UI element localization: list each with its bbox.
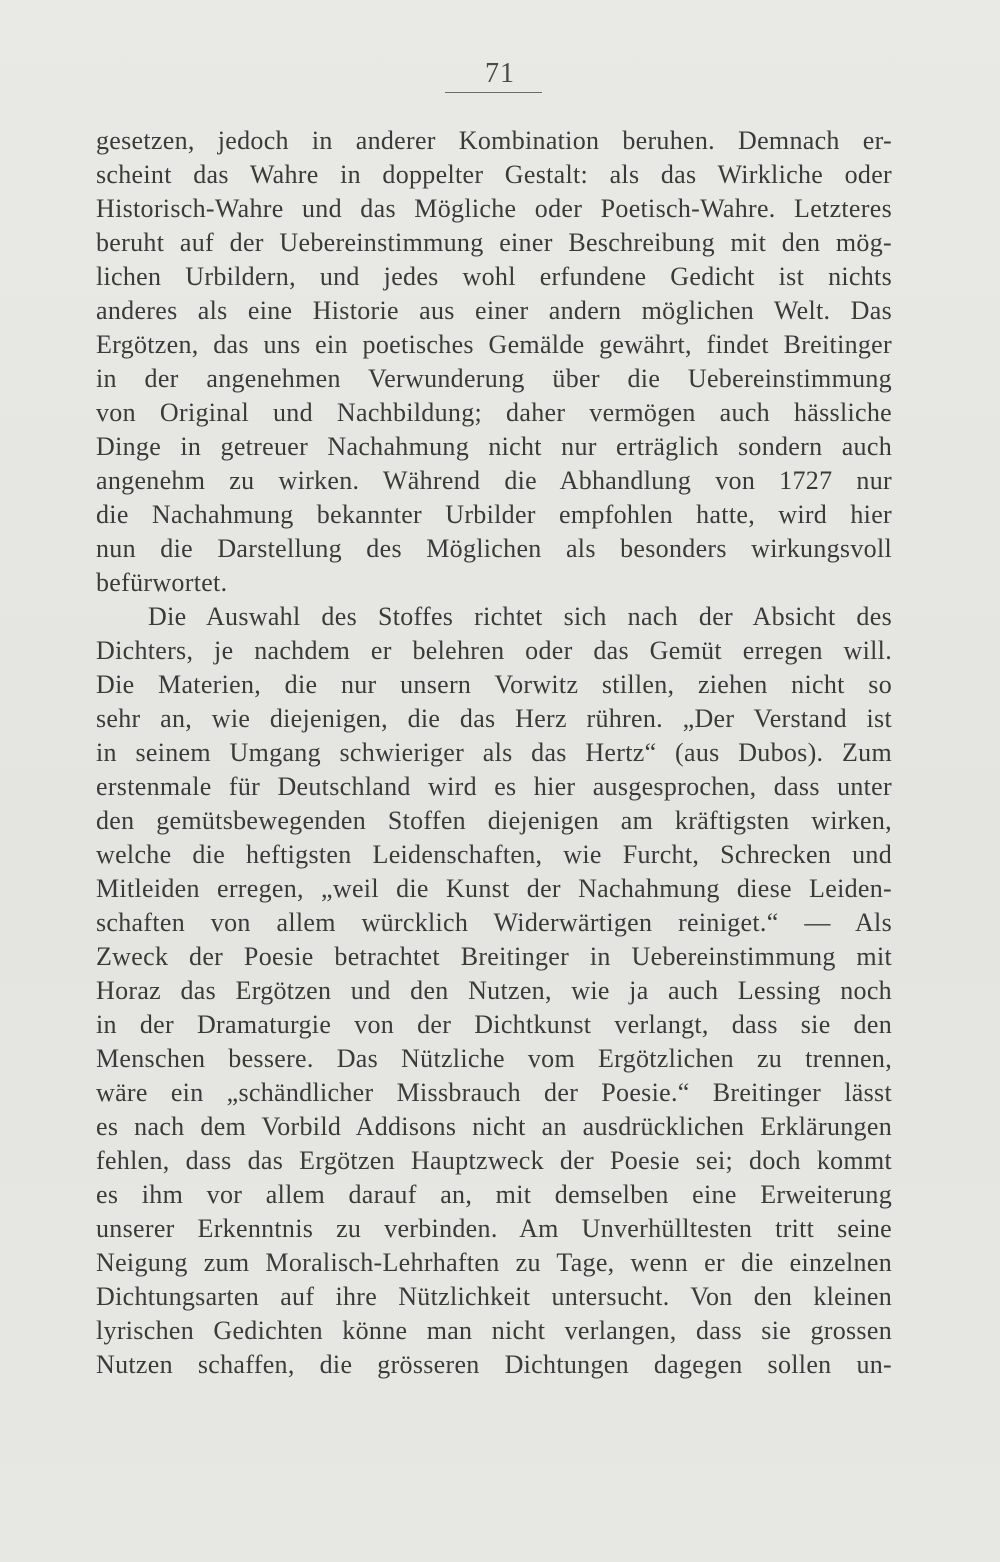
text-line: Neigung zum Moralisch-Lehrhaften zu Tage, wenn er die einzelnen [96, 1248, 892, 1277]
text-line: sehr an, wie diejenigen, die das Herz rühren. „Der Verstand ist [96, 704, 892, 733]
text-line: beruht auf der Uebereinstimmung einer Beschreibung mit den mög- [96, 228, 892, 257]
text-line: lyrischen Gedichten könne man nicht verlangen, dass sie grossen [96, 1316, 892, 1345]
text-line: Dinge in getreuer Nachahmung nicht nur erträglich sondern auch [96, 432, 892, 461]
text-line: Dichters, je nachdem er belehren oder das Gemüt erregen will. [96, 636, 892, 665]
text-line: Historisch-Wahre und das Mögliche oder Poetisch-Wahre. Letzteres [96, 194, 892, 223]
text-line: von Original und Nachbildung; daher vermögen auch hässliche [96, 398, 892, 427]
text-line: Ergötzen, das uns ein poetisches Gemälde gewährt, findet Breitinger [96, 330, 892, 359]
text-line: erstenmale für Deutschland wird es hier ausgesprochen, dass unter [96, 772, 892, 801]
text-line: Mitleiden erregen, „weil die Kunst der Nachahmung diese Leiden- [96, 874, 892, 903]
text-line: Menschen bessere. Das Nützliche vom Ergötzlichen zu trennen, [96, 1044, 892, 1073]
text-line: fehlen, dass das Ergötzen Hauptzweck der Poesie sei; doch kommt [96, 1146, 892, 1175]
text-line: in der Dramaturgie von der Dichtkunst verlangt, dass sie den [96, 1010, 892, 1039]
header-rule [445, 92, 542, 93]
text-line: den gemütsbewegenden Stoffen diejenigen am kräftigsten wirken, [96, 806, 892, 835]
text-line: schaften von allem würcklich Widerwärtigen reiniget.“ — Als [96, 908, 892, 937]
text-line: Dichtungsarten auf ihre Nützlichkeit untersucht. Von den kleinen [96, 1282, 892, 1311]
text-line-paragraph-end: befürwortet. [96, 568, 228, 597]
text-line: Zweck der Poesie betrachtet Breitinger in Uebereinstimmung mit [96, 942, 892, 971]
text-line: scheint das Wahre in doppelter Gestalt: als das Wirkliche oder [96, 160, 892, 189]
text-line: anderes als eine Historie aus einer andern möglichen Welt. Das [96, 296, 892, 325]
text-line: Horaz das Ergötzen und den Nutzen, wie ja auch Lessing noch [96, 976, 892, 1005]
text-line-paragraph-start: Die Auswahl des Stoffes richtet sich nach der Absicht des [148, 602, 892, 631]
text-line: es nach dem Vorbild Addisons nicht an ausdrücklichen Erklärungen [96, 1112, 892, 1141]
text-line: welche die heftigsten Leidenschaften, wie Furcht, Schrecken und [96, 840, 892, 869]
text-line: in der angenehmen Verwunderung über die Uebereinstimmung [96, 364, 892, 393]
text-line: lichen Urbildern, und jedes wohl erfundene Gedicht ist nichts [96, 262, 892, 291]
text-line: die Nachahmung bekannter Urbilder empfohlen hatte, wird hier [96, 500, 892, 529]
body-text [96, 124, 892, 1382]
text-line: Nutzen schaffen, die grösseren Dichtungen dagegen sollen un- [96, 1350, 892, 1379]
text-line: gesetzen, jedoch in anderer Kombination beruhen. Demnach er- [96, 126, 892, 155]
text-line: angenehm zu wirken. Während die Abhandlung von 1727 nur [96, 466, 892, 495]
text-line: es ihm vor allem darauf an, mit demselben eine Erweiterung [96, 1180, 892, 1209]
text-line: nun die Darstellung des Möglichen als besonders wirkungsvoll [96, 534, 892, 563]
text-line: unserer Erkenntnis zu verbinden. Am Unverhülltesten tritt seine [96, 1214, 892, 1243]
text-line: in seinem Umgang schwieriger als das Hertz“ (aus Dubos). Zum [96, 738, 892, 767]
text-line: Die Materien, die nur unsern Vorwitz stillen, ziehen nicht so [96, 670, 892, 699]
text-line: wäre ein „schändlicher Missbrauch der Poesie.“ Breitinger lässt [96, 1078, 892, 1107]
page-number: 71 [485, 58, 515, 89]
